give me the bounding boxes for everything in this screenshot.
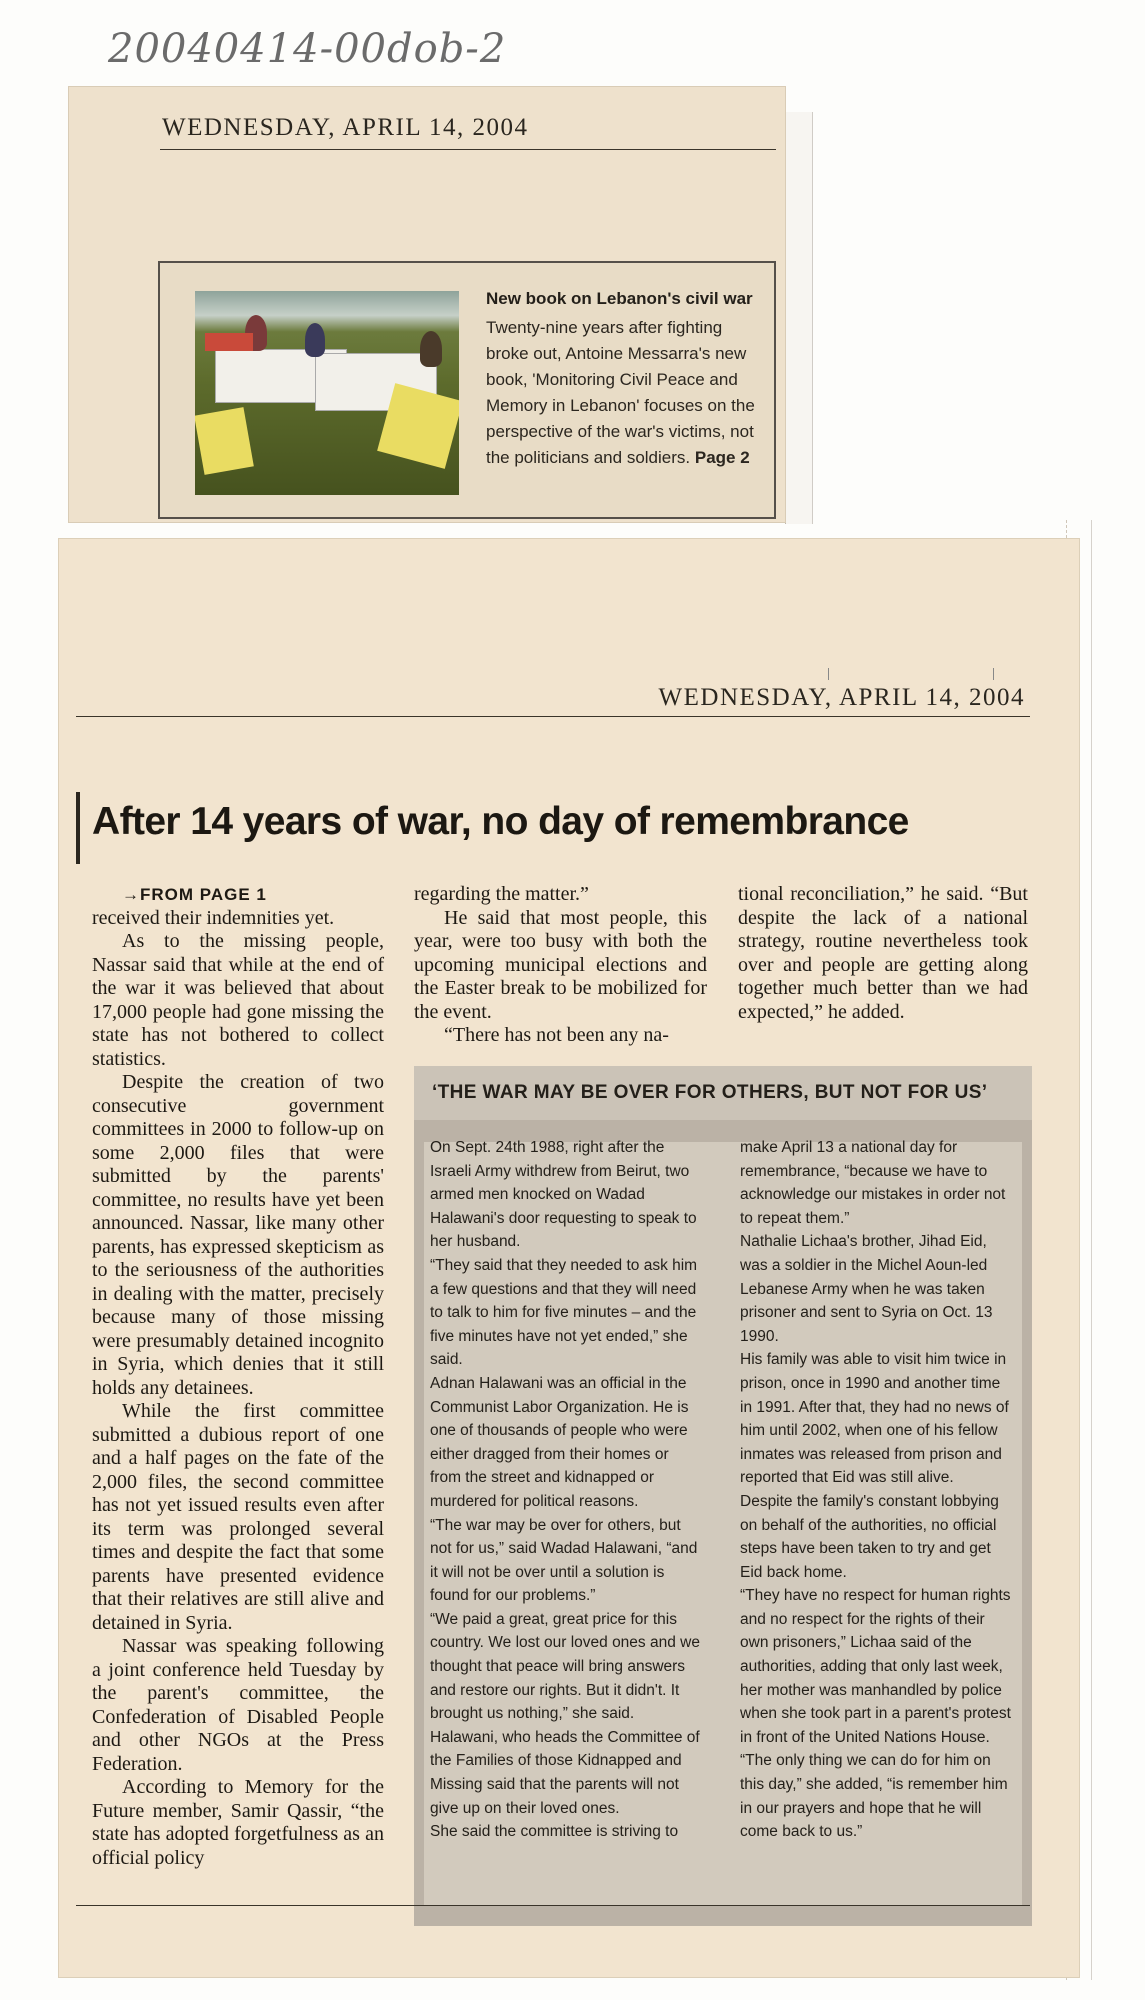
paragraph: Halawani, who heads the Committee of the Families of those Kidnapped and Missing said that the parents will not give up on their loved ones. <box>430 1728 700 1817</box>
clipping-date: WEDNESDAY, APRIL 14, 2004 <box>162 114 529 141</box>
person <box>420 331 442 367</box>
sidebar-title: ‘THE WAR MAY BE OVER FOR OTHERS, BUT NOT FOR US’ <box>432 1082 988 1103</box>
paragraph: “The war may be over for others, but not for us,” said Wadad Halawani, “and it will not be over until a solution is found for our problems.” <box>430 1516 698 1605</box>
quote-sidebar <box>414 1066 1032 1926</box>
paragraph: make April 13 a national day for remembrance, “because we have to acknowledge our mistakes in order not to repeat them.” <box>740 1139 1006 1227</box>
fold-mark <box>828 668 829 680</box>
flag <box>205 333 253 351</box>
promo-photo <box>195 291 459 495</box>
promo-title: New book on Lebanon's civil war <box>486 289 753 308</box>
article-clipping <box>58 538 1080 1978</box>
headline-bar <box>76 792 80 864</box>
promo-page-ref: Page 2 <box>694 448 750 467</box>
promo-text: Twenty-nine years after fighting broke out, Antoine Messarra's new book, 'Monitoring Civil Peace and Memory in Lebanon' focuses on the perspective of the war's victims, not the politicians and soldiers. <box>486 318 755 467</box>
article-column-3 <box>738 883 1028 1024</box>
handwritten-code: 20040414-00dob-2 <box>108 26 507 72</box>
top-clipping <box>68 86 786 523</box>
paragraph: received their indemnities yet. <box>92 906 335 929</box>
promo-body <box>486 315 761 471</box>
paragraph: Nassar was speaking following a joint conference held Tuesday by the parent's committee, the Confederation of Disabled People and other NGOs at the Press Federation. <box>92 1635 384 1775</box>
bottom-rule <box>76 1905 1030 1906</box>
paragraph: On Sept. 24th 1988, right after the Israeli Army withdrew from Beirut, two armed men knocked on Wadad Halawani's door requesting to speak to her husband. <box>430 1139 697 1251</box>
paragraph: tional reconciliation,” he said. “But despite the lack of a national strategy, routine nevertheless took over and people are getting along together much better than we had expected,” he added. <box>738 883 1028 1023</box>
paragraph: Adnan Halawani was an official in the Communist Labor Organization. He is one of thousands of people who were either dragged from their homes or from the street and kidnapped or murdered for political reasons. <box>430 1374 689 1510</box>
sidebar-header <box>414 1066 1032 1120</box>
paragraph: According to Memory for the Future member, Samir Qassir, “the state has adopted forgetfulness as an official policy <box>92 1776 384 1869</box>
date-rule <box>76 716 1030 717</box>
article-column-1 <box>92 883 384 1870</box>
paragraph: Despite the creation of two consecutive government committees in 2000 to follow-up on some 2,000 files that were submitted by the parents' committee, no results have yet been announced. Nassar, like many other parents, has expressed skepticism as to the seriousness of the authorities in dealing with the matter, precisely because many of those missing were presumably detained incognito in Syria, which denies that it still holds any detainees. <box>92 1071 384 1399</box>
paragraph: “They said that they needed to ask him a few questions and that they will need to talk to him for five minutes – and the five minutes have not yet ended,” she said. <box>430 1256 698 1369</box>
paragraph: He said that most people, this year, were too busy with both the upcoming municipal elections and the Easter break to be mobilized for the event. <box>414 906 707 1023</box>
paragraph: She said the committee is striving to <box>430 1823 679 1841</box>
paragraph: “We paid a great, great price for this country. We lost our loved ones and we thought that peace will bring answers and restore our rights. But it didn't. It brought us nothing,” she said. <box>430 1610 700 1723</box>
paragraph: Despite the family's constant lobbying on behalf of the authorities, no official steps have been taken to try and get Eid back home. <box>740 1492 999 1581</box>
paragraph: “There has not been any na- <box>444 1024 669 1046</box>
article-column-2 <box>414 883 707 1048</box>
paragraph: “They have no respect for human rights and no respect for the rights of their own prisoners,” Lichaa said of the authorities, adding that only last week, her mother was manhandled by police when she took part in a parent's protest in front of the United Nations House. <box>740 1587 1011 1746</box>
paragraph: His family was able to visit him twice in prison, once in 1990 and another time in 1991. After that, they had no news of him until 2002, when one of his fellow inmates was released from prison and reported that Eid was still alive. <box>740 1351 1009 1487</box>
article-date: WEDNESDAY, APRIL 14, 2004 <box>658 684 1025 711</box>
paragraph: “The only thing we can do for him on this day,” she added, “is remember him in our prayers and hope that he will come back to us.” <box>740 1752 1008 1841</box>
clipping-edge <box>785 112 813 524</box>
date-rule <box>160 149 776 150</box>
paragraph: While the first committee submitted a dubious report of one and a half pages on the fate of the 2,000 files, the second committee has not yet issued results even after its term was prolonged several times and despite the fact that some parents have presented evidence that their relatives are still alive and detained in Syria. <box>92 1400 384 1634</box>
fold-mark <box>993 668 994 680</box>
person <box>305 323 325 357</box>
headline: After 14 years of war, no day of remembrance <box>92 800 909 843</box>
sidebar-column-2 <box>740 1136 1012 1844</box>
sidebar-column-1 <box>430 1136 702 1844</box>
paragraph: As to the missing people, Nassar said that while at the end of the war it was believed that about 17,000 people had gone missing the state has not bothered to collect statistics. <box>92 930 384 1070</box>
kicker: →FROM PAGE 1 <box>122 885 267 904</box>
promo-box <box>158 261 776 519</box>
yellow-placard <box>195 407 254 475</box>
paragraph: Nathalie Lichaa's brother, Jihad Eid, was a soldier in the Michel Aoun-led Lebanese Army when he was taken prisoner and sent to Syria on Oct. 13 1990. <box>740 1233 993 1345</box>
paragraph: regarding the matter.” <box>414 883 589 905</box>
